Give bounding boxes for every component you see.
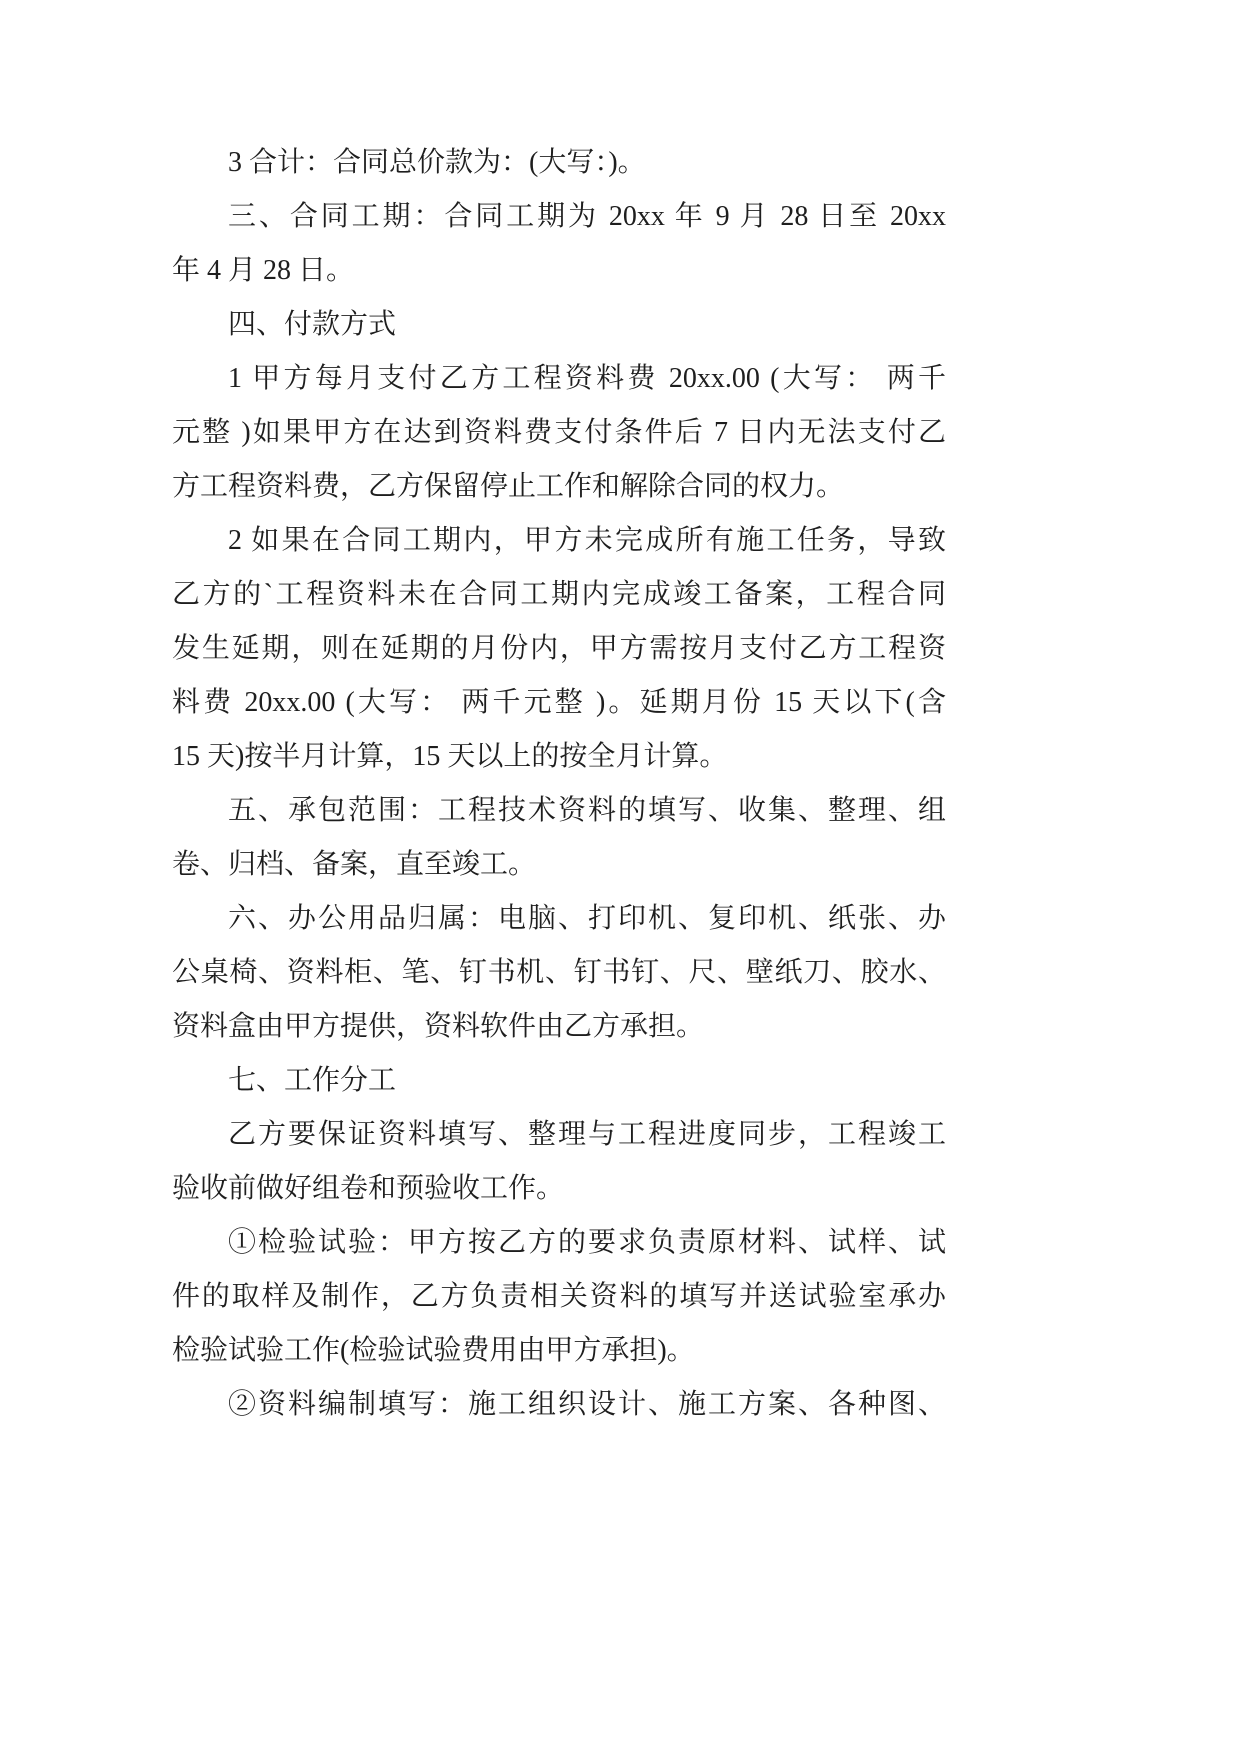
text-line: 乙方的`工程资料未在合同工期内完成竣工备案，工程合同 [172,579,946,610]
document-body [172,136,946,1432]
text-line: 五、承包范围：工程技术资料的填写、收集、整理、组 [228,795,946,826]
text-line: 件的取样及制作，乙方负责相关资料的填写并送试验室承办 [172,1281,946,1312]
payment-item-1 [172,352,946,514]
text-line: 资料盒由甲方提供，资料软件由乙方承担。 [172,1011,705,1042]
text-line: 验收前做好组卷和预验收工作。 [172,1173,565,1204]
text-line: 15 天)按半月计算，15 天以上的按全月计算。 [172,741,728,772]
work-division-heading [172,1054,946,1108]
text-line: 元整 )如果甲方在达到资料费支付条件后 7 日内无法支付乙 [172,417,946,448]
payment-item-2 [172,514,946,784]
text-line: ①检验试验：甲方按乙方的要求负责原材料、试样、试 [228,1227,946,1258]
documentation-item [172,1378,946,1432]
text-line: 1 甲方每月支付乙方工程资料费 20xx.00 (大写： 两千 [228,363,946,394]
text-line: 四、付款方式 [228,309,397,340]
text-line: ②资料编制填写：施工组织设计、施工方案、各种图、 [228,1389,946,1420]
text-line: 检验试验工作(检验试验费用由甲方承担)。 [172,1335,695,1366]
text-line: 乙方要保证资料填写、整理与工程进度同步，工程竣工 [228,1119,946,1150]
text-line: 发生延期，则在延期的月份内，甲方需按月支付乙方工程资 [172,633,946,664]
text-line: 公桌椅、资料柜、笔、钉书机、钉书钉、尺、壁纸刀、胶水、 [172,957,946,988]
inspection-item [172,1216,946,1378]
text-line: 六、办公用品归属：电脑、打印机、复印机、纸张、办 [228,903,946,934]
text-line: 方工程资料费，乙方保留停止工作和解除合同的权力。 [172,471,845,502]
office-supplies-clause [172,892,946,1054]
scope-clause [172,784,946,892]
text-line: 三、合同工期：合同工期为 20xx 年 9 月 28 日至 20xx [228,201,946,232]
work-division-intro [172,1108,946,1216]
total-price-clause [172,136,946,190]
contract-period-clause [172,190,946,298]
text-line: 年 4 月 28 日。 [172,255,355,286]
payment-heading [172,298,946,352]
text-line: 2 如果在合同工期内，甲方未完成所有施工任务，导致 [228,525,946,556]
text-line: 3 合计：合同总价款为：(大写：)。 [228,147,646,178]
text-line: 料费 20xx.00 (大写： 两千元整 )。延期月份 15 天以下(含 [172,687,946,718]
text-line: 卷、归档、备案，直至竣工。 [172,849,537,880]
text-line: 七、工作分工 [228,1065,397,1096]
